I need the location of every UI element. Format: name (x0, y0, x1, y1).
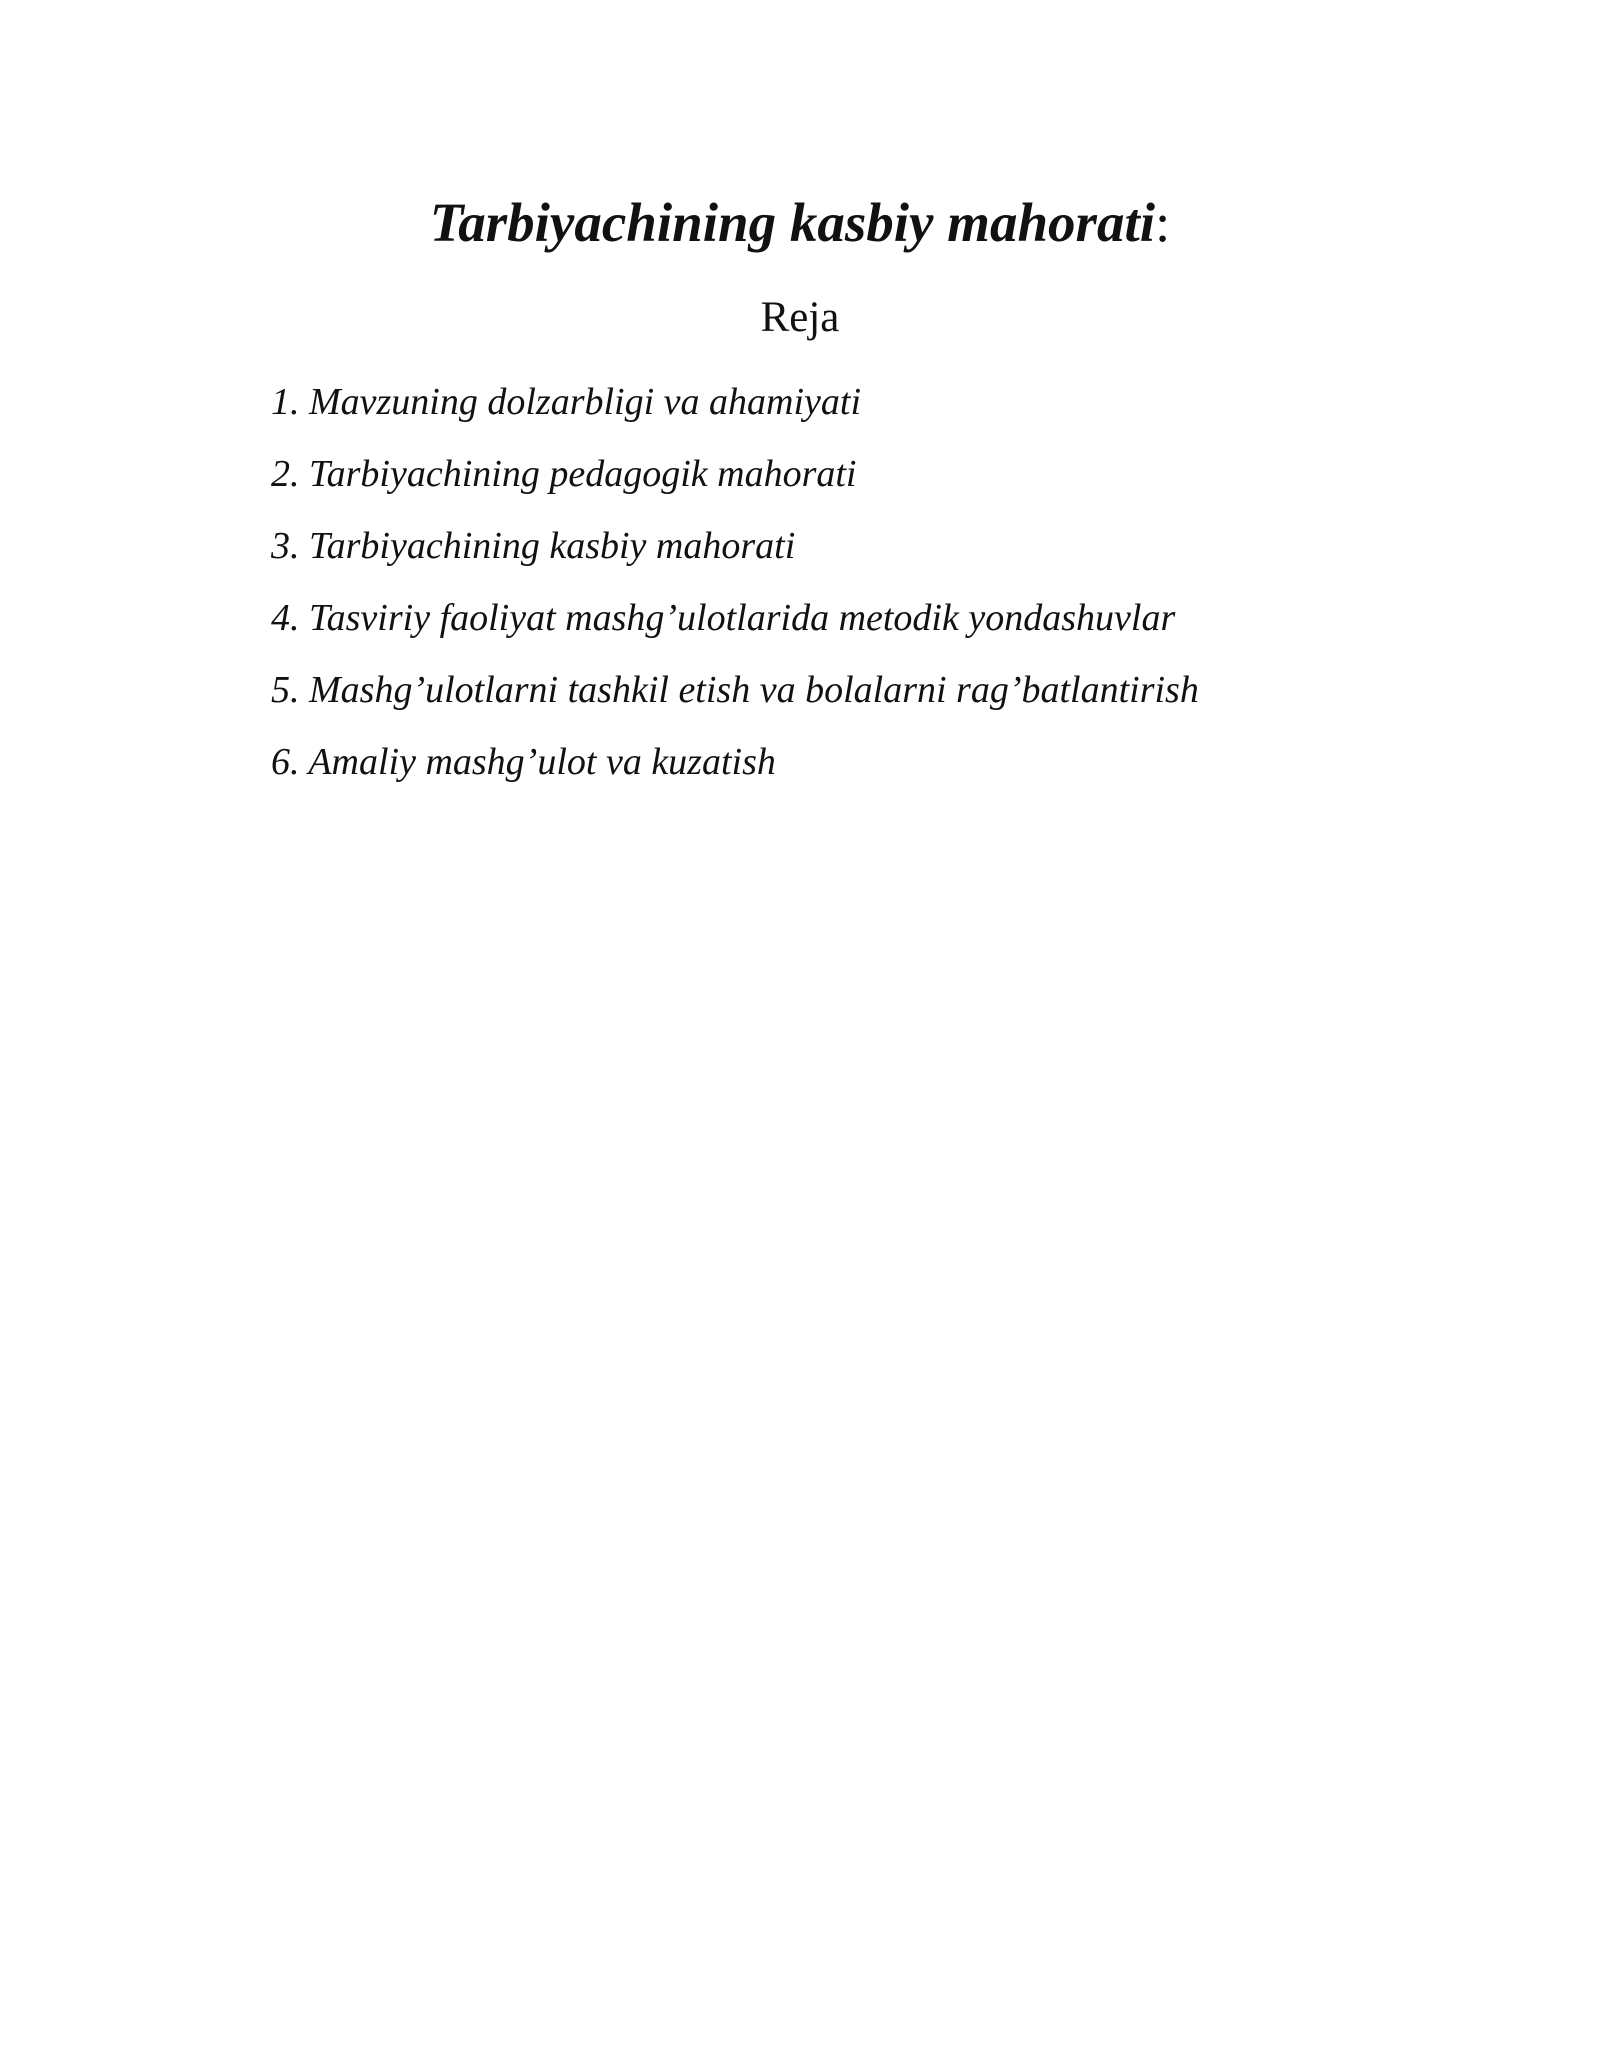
plan-item-4: 4. Tasviriy faoliyat mashg’ulotlarida metodik yondashuvlar (271, 597, 1176, 639)
document-title-text: Tarbiyachining kasbiy mahorati (429, 192, 1156, 253)
plan-item-2: 2. Tarbiyachining pedagogik mahorati (271, 453, 857, 495)
plan-item-1: 1. Mavzuning dolzarbligi va ahamiyati (271, 381, 862, 423)
plan-list (271, 366, 1199, 798)
plan-item-6: 6. Amaliy mashg’ulot va kuzatish (271, 741, 776, 783)
plan-item-5: 5. Mashg’ulotlarni tashkil etish va bolalarni rag’batlantirish (271, 669, 1199, 711)
document-title (0, 188, 1600, 258)
plan-item-3: 3. Tarbiyachining kasbiy mahorati (271, 525, 796, 567)
plan-heading: Reja (760, 294, 840, 341)
document-title-colon: : (1155, 192, 1171, 253)
